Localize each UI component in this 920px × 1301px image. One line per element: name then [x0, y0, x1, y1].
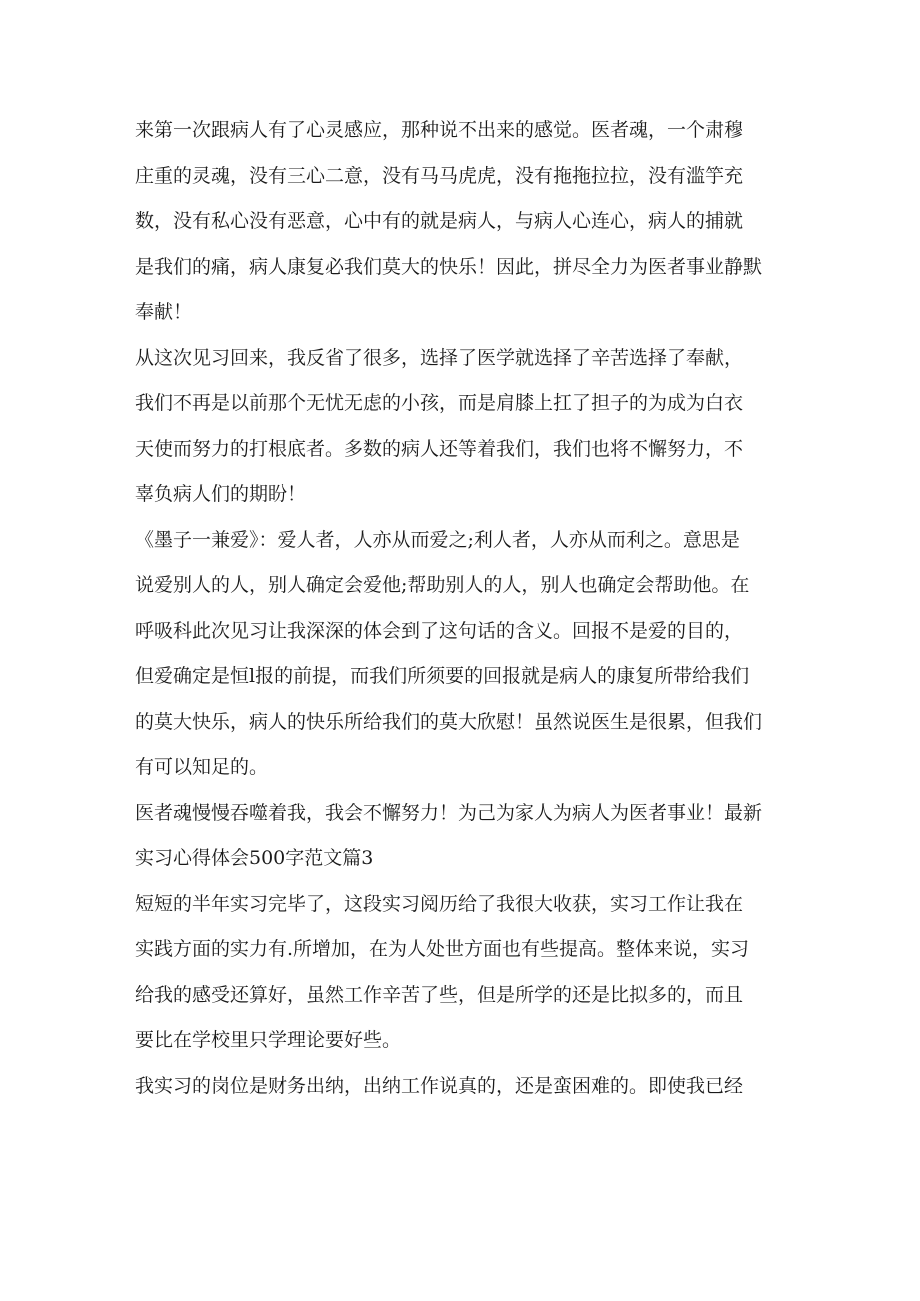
- text-line: 辜负病人们的期盼！: [135, 483, 307, 505]
- section-heading-line: 实习心得体会500字范文篇3: [135, 847, 374, 869]
- text-line: 奉献！: [135, 301, 193, 323]
- text-line: 我们不再是以前那个无忧无虑的小孩，而是肩膝上扛了担子的为成为白衣: [135, 392, 744, 414]
- text-line: 是我们的痛，病人康复必我们莫大的快乐！因此，拼尽全力为医者事业静默: [135, 255, 763, 278]
- text-line: 短短的半年实习完毕了，这段实习阅历给了我很大收获，实习工作让我在: [135, 892, 744, 915]
- text-line: 天使而努力的打根底者。多数的病人还等着我们，我们也将不懈努力，不: [135, 437, 744, 460]
- text-line: 庄重的灵魂，没有三心二意，没有马马虎虎，没有拖拖拉拉，没有滥竽充: [135, 164, 744, 187]
- document-body: [135, 108, 795, 1109]
- text-line: 有可以知足的。: [135, 756, 269, 778]
- text-line: 但爱确定是恒l报的前提，而我们所须要的回报就是病人的康复所带给我们: [135, 665, 750, 687]
- text-line: 的莫大快乐，病人的快乐所给我们的莫大欣慰！虽然说医生是很累，但我们: [135, 710, 763, 733]
- text-line: 呼吸科此次见习让我深深的体会到了这句话的含义。回报不是爱的目的，: [135, 619, 744, 642]
- text-line: 《墨子一兼爱》：爱人者，人亦从而爱之;利人者，人亦从而利之。意思是: [135, 528, 740, 551]
- text-line: 要比在学校里只学理论要好些。: [135, 1029, 402, 1051]
- text-line: 说爱别人的人，别人确定会爱他;帮助别人的人，别人也确定会帮助他。在: [135, 574, 750, 596]
- text-line: 数，没有私心没有恶意，心中有的就是病人，与病人心连心，病人的捕就: [135, 210, 744, 232]
- text-line: 我实习的岗位是财务出纳，出纳工作说真的，还是蛮困难的。即使我已经: [135, 1074, 744, 1097]
- text-line: 实践方面的实力有.所增加，在为人处世方面也有些提高。整体来说，实习: [135, 938, 750, 960]
- text-line: 医者魂慢慢吞噬着我，我会不懈努力！为己为家人为病人为医者事业！最新: [135, 801, 763, 824]
- text-line: 来第一次跟病人有了心灵感应，那种说不出来的感觉。医者魂，一个肃穆: [135, 119, 744, 141]
- text-line: 从这次见习回来，我反省了很多，选择了医学就选择了辛苦选择了奉献，: [135, 346, 744, 369]
- text-line: 给我的感受还算好，虽然工作辛苦了些，但是所学的还是比拟多的，而且: [135, 983, 744, 1006]
